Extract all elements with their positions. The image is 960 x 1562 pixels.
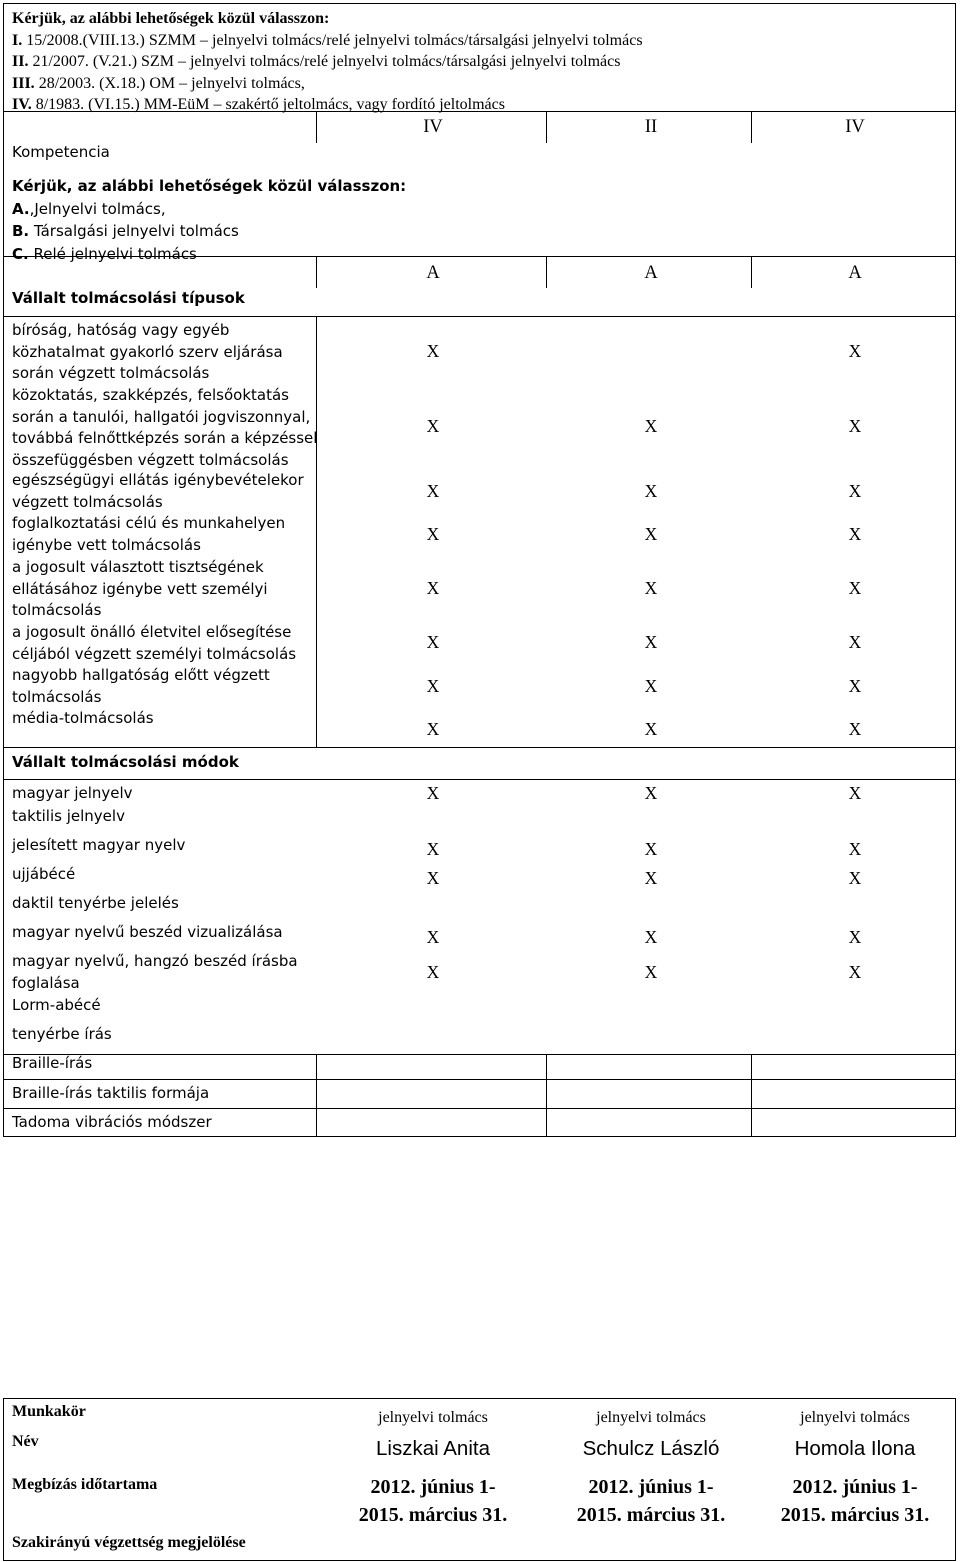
row-label-line: média-tolmácsolás: [12, 709, 154, 727]
competence-option-prefix: A.: [12, 199, 30, 218]
x-mark: X: [848, 962, 862, 982]
row-label: [12, 864, 75, 886]
row-label: [12, 835, 185, 857]
row-label-line: igénybe vett tolmácsolás: [12, 535, 201, 554]
row-label: [12, 995, 101, 1017]
staff-name: Liszkai Anita: [376, 1437, 490, 1460]
x-mark: X: [644, 719, 658, 739]
x-mark: X: [848, 341, 862, 361]
x-mark: X: [644, 868, 658, 888]
regulation-option-text: 15/2008.(VIII.13.) SZMM – jelnyelvi tolmács/relé jelnyelvi tolmács/társalgási jelnyelvi tolmács: [22, 31, 643, 49]
row-label-line: során a tanulói, hallgatói jogviszonnyal,: [12, 407, 311, 426]
row-label: [12, 951, 298, 994]
column-header-competence: A: [848, 263, 862, 283]
x-mark: X: [848, 927, 862, 947]
staff-term-end: 2015. március 31.: [780, 1504, 930, 1526]
x-mark: X: [848, 676, 862, 696]
regulation-option: [12, 30, 643, 52]
row-label-line: foglalkoztatási célú és munkahelyen: [12, 514, 286, 532]
x-mark: X: [848, 783, 862, 803]
row-label: [12, 320, 283, 385]
row-label-line: tenyérbe írás: [12, 1025, 112, 1043]
row-label-line: magyar jelnyelv: [12, 784, 133, 802]
row-label-line: ujjábécé: [12, 865, 76, 883]
row-label: [12, 708, 154, 730]
x-mark: X: [848, 868, 862, 888]
x-mark: X: [644, 962, 658, 982]
row-label-line: összefüggésben végzett tolmácsolás: [12, 450, 289, 469]
staff-name: Homola Ilona: [794, 1437, 916, 1460]
x-mark: X: [426, 839, 440, 859]
row-label-line: tolmácsolás: [12, 601, 102, 619]
regulation-option-prefix: I.: [12, 31, 23, 49]
competence-option-text: Társalgási jelnyelvi tolmács: [29, 222, 239, 240]
row-label-line: végzett tolmácsolás: [12, 492, 163, 511]
staff-role: jelnyelvi tolmács: [800, 1409, 910, 1426]
service-table: [3, 3, 956, 1137]
staff-term-start: 2012. június 1-: [588, 1476, 714, 1498]
regulation-option: [12, 51, 643, 73]
regulation-options: [12, 8, 643, 116]
x-mark: X: [426, 416, 440, 436]
row-label-line: Braille-írás: [12, 1054, 93, 1072]
staff-name: Schulcz László: [582, 1437, 720, 1460]
x-mark: X: [848, 839, 862, 859]
row-label-line: taktilis jelnyelv: [12, 807, 125, 825]
x-mark: X: [426, 524, 440, 544]
row-label: [12, 665, 270, 708]
row-label: [12, 513, 285, 556]
competence-option: [12, 220, 406, 243]
column-header-competence: A: [426, 263, 440, 283]
row-label: [12, 470, 304, 513]
regulation-intro: Kérjük, az alábbi lehetőségek közül válasszon:: [12, 10, 330, 27]
divider: [4, 747, 955, 748]
staff-table: [3, 1398, 956, 1561]
row-label: [12, 783, 133, 805]
row-label: [12, 893, 179, 915]
row-label-line: ellátásához igénybe vett személyi: [12, 579, 268, 598]
staff-role: jelnyelvi tolmács: [596, 1409, 706, 1426]
x-mark: X: [644, 927, 658, 947]
x-mark: X: [426, 927, 440, 947]
row-label-line: foglalása: [12, 973, 80, 992]
regulation-option-text: 28/2003. (X.18.) OM – jelnyelvi tolmács,: [34, 74, 305, 92]
competence-option: [12, 198, 406, 221]
x-mark: X: [644, 524, 658, 544]
row-label: [12, 385, 317, 471]
divider: [4, 1054, 955, 1055]
x-mark: X: [426, 676, 440, 696]
divider: [546, 1054, 547, 1136]
divider: [751, 1054, 752, 1136]
modes-title: Vállalt tolmácsolási módok: [12, 753, 239, 771]
staff-term: [328, 1473, 538, 1529]
row-label: [12, 557, 268, 622]
x-mark: X: [644, 632, 658, 652]
role-label: Munkakör: [12, 1403, 86, 1420]
row-label-line: céljából végzett személyi tolmácsolás: [12, 644, 297, 663]
x-mark: X: [644, 481, 658, 501]
staff-term: [546, 1473, 756, 1529]
divider: [546, 256, 547, 288]
regulation-option-prefix: II.: [12, 53, 29, 70]
row-label-line: a jogosult önálló életvitel elősegítése: [12, 623, 292, 641]
competence-option-prefix: B.: [12, 222, 30, 240]
x-mark: X: [848, 524, 862, 544]
qualification-label: Szakirányú végzettség megjelölése: [12, 1534, 246, 1551]
divider: [4, 1108, 955, 1109]
name-label: Név: [12, 1433, 39, 1450]
row-label-line: Tadoma vibrációs módszer: [12, 1113, 212, 1131]
competence-label: Kompetencia: [12, 143, 110, 161]
x-mark: X: [426, 481, 440, 501]
x-mark: X: [644, 416, 658, 436]
divider: [4, 1079, 955, 1080]
divider: [316, 1054, 317, 1136]
row-label-line: Braille-írás taktilis formája: [12, 1084, 210, 1102]
x-mark: X: [644, 578, 658, 598]
types-title: Vállalt tolmácsolási típusok: [12, 289, 245, 307]
row-label-line: nagyobb hallgatóság előtt végzett: [12, 666, 270, 684]
x-mark: X: [426, 962, 440, 982]
row-label: [12, 922, 283, 944]
staff-role: jelnyelvi tolmács: [378, 1409, 488, 1426]
row-label-line: során végzett tolmácsolás: [12, 364, 210, 382]
divider: [751, 256, 752, 288]
x-mark: X: [644, 839, 658, 859]
row-label: [12, 1024, 112, 1046]
row-label-line: magyar nyelvű beszéd vizualizálása: [12, 923, 283, 941]
regulation-option: [12, 94, 643, 116]
x-mark: X: [644, 783, 658, 803]
divider: [751, 111, 752, 143]
competence-intro: Kérjük, az alábbi lehetőségek közül válasszon:: [12, 177, 407, 195]
divider: [4, 779, 955, 780]
x-mark: X: [848, 481, 862, 501]
term-label: Megbízás időtartama: [12, 1476, 158, 1493]
staff-term-start: 2012. június 1-: [370, 1476, 496, 1498]
row-label-line: jelesített magyar nyelv: [12, 836, 186, 854]
divider: [316, 256, 317, 288]
row-label-line: közhatalmat gyakorló szerv eljárása: [12, 342, 283, 361]
regulation-option-prefix: III.: [12, 74, 35, 92]
competence-option: [12, 243, 406, 266]
x-mark: X: [426, 868, 440, 888]
divider: [316, 316, 317, 747]
row-label-line: egészségügyi ellátás igénybevételekor: [12, 471, 304, 489]
x-mark: X: [426, 632, 440, 652]
divider: [546, 111, 547, 143]
row-label: [12, 622, 296, 665]
x-mark: X: [848, 632, 862, 652]
x-mark: X: [426, 341, 440, 361]
row-label-line: továbbá felnőttképzés során a képzéssel: [12, 429, 318, 447]
row-label-line: a jogosult választott tisztségének: [12, 558, 264, 576]
row-label: [12, 1053, 92, 1075]
row-label-line: Lorm-abécé: [12, 996, 101, 1014]
row-label-line: daktil tenyérbe jelelés: [12, 894, 179, 912]
column-header-level: IV: [845, 117, 865, 137]
competence-option-text: Relé jelnyelvi tolmács: [28, 244, 197, 263]
column-header-level: IV: [423, 117, 443, 137]
divider: [4, 111, 955, 112]
row-label-line: közoktatás, szakképzés, felsőoktatás: [12, 386, 289, 404]
staff-term-start: 2012. június 1-: [792, 1476, 918, 1498]
staff-term: [750, 1473, 960, 1529]
regulation-option-text: 21/2007. (V.21.) SZM – jelnyelvi tolmács/relé jelnyelvi tolmács/társalgási jelnyelvi tolmács: [28, 53, 621, 70]
row-label-line: tolmácsolás: [12, 687, 102, 706]
x-mark: X: [848, 719, 862, 739]
x-mark: X: [426, 783, 440, 803]
competence-option-text: ,Jelnyelvi tolmács,: [29, 199, 166, 218]
row-label-line: bíróság, hatóság vagy egyéb: [12, 321, 230, 339]
row-label-line: magyar nyelvű, hangzó beszéd írásba: [12, 952, 298, 970]
x-mark: X: [644, 676, 658, 696]
regulation-option-text: 8/1983. (VI.15.) MM-EüM – szakértő jeltolmács, vagy fordító jeltolmács: [31, 96, 505, 113]
competence-option-prefix: C.: [12, 244, 29, 263]
regulation-option-prefix: IV.: [12, 96, 32, 113]
divider: [316, 111, 317, 143]
competence-options: [12, 175, 406, 265]
divider: [4, 316, 955, 317]
row-label: [12, 1083, 209, 1105]
row-label: [12, 806, 125, 828]
x-mark: X: [848, 416, 862, 436]
staff-term-end: 2015. március 31.: [358, 1504, 508, 1526]
x-mark: X: [426, 578, 440, 598]
regulation-option: [12, 73, 643, 95]
x-mark: X: [848, 578, 862, 598]
row-label: [12, 1112, 212, 1134]
x-mark: X: [426, 719, 440, 739]
column-header-competence: A: [644, 263, 658, 283]
divider: [4, 256, 955, 257]
column-header-level: II: [644, 117, 658, 137]
staff-term-end: 2015. március 31.: [576, 1504, 726, 1526]
